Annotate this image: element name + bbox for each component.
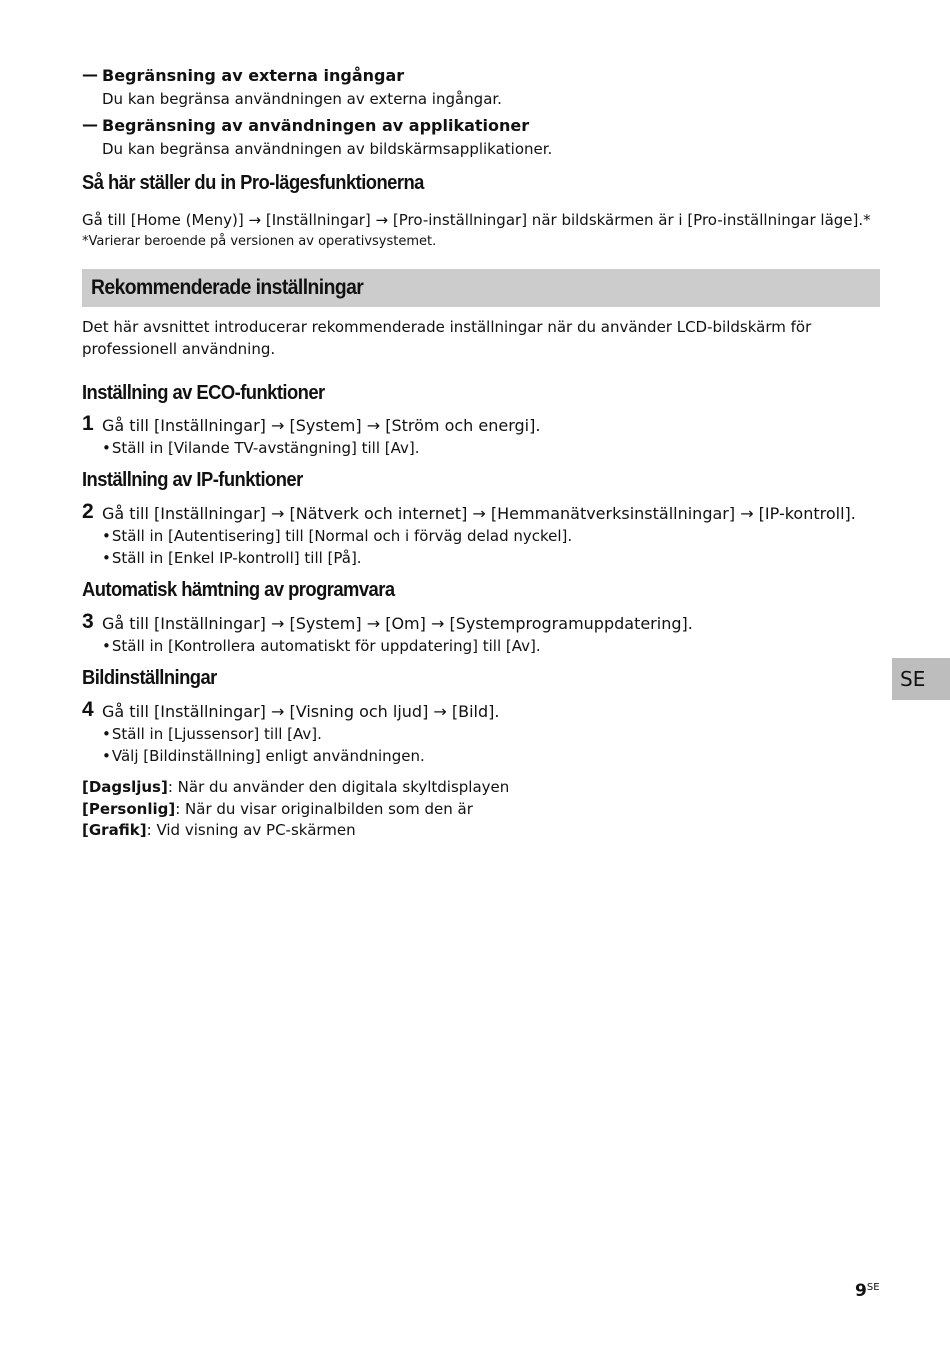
dash-marker: — [82,65,98,84]
mode-name: [Personlig] [82,799,176,818]
recommended-title: Rekommenderade inställningar [91,276,364,299]
restriction-desc: Du kan begränsa användningen av externa ingångar. [102,90,502,108]
recommended-intro: Det här avsnittet introducerar rekommenderade inställningar när du använder LCD-bildskärm för professionell användning. [82,318,812,358]
step-number: 2 [82,500,94,523]
step-number: 3 [82,610,94,633]
page-number-suffix: SE [866,1282,880,1293]
mode-item [82,820,880,842]
step-instruction: Gå till [Inställningar] → [Nätverk och internet] → [Hemmanätverksinställningar] → [IP-kontroll]. [102,504,856,523]
restriction-desc: Du kan begränsa användningen av bildskärmsapplikationer. [102,140,553,158]
dash-marker: — [82,115,98,134]
restriction-term: Begränsning av externa ingångar [102,66,405,85]
step-bullets [102,723,880,767]
bullet-item: • Välj [Bildinställning] enligt användningen. [102,745,880,767]
language-tab: SE [892,658,950,700]
eco-heading: Inställning av ECO-funktioner [82,382,325,404]
recommended-banner [82,269,880,307]
bullet-item: • Ställ in [Enkel IP-kontroll] till [På]. [102,547,880,569]
mode-desc: : När du använder den digitala skyltdisplayen [167,778,510,796]
step-bullets [102,525,880,569]
restriction-item-external-inputs [82,64,880,110]
step-instruction: Gå till [Inställningar] → [System] → [Ström och energi]. [102,416,541,435]
mode-desc: : När du visar originalbilden som den är [175,799,473,818]
step-1 [82,414,880,459]
ip-heading: Inställning av IP-funktioner [82,469,303,491]
page-number-value: 9 [855,1281,867,1301]
mode-name: [Dagsljus] [82,778,168,796]
pro-mode-text: Gå till [Home (Meny)] → [Inställningar] → [Pro-inställningar] när bildskärmen är i [Pro-inställningar läge].* [82,211,871,229]
restriction-list [82,64,880,160]
software-heading: Automatisk hämtning av programvara [82,579,395,601]
mode-desc: : Vid visning av PC-skärmen [146,821,356,839]
mode-name: [Grafik] [82,821,147,839]
picture-heading: Bildinställningar [82,667,217,689]
step-number: 4 [82,698,94,721]
step-bullets [102,635,880,657]
mode-item [82,799,880,821]
bullet-item: • Ställ in [Kontrollera automatiskt för uppdatering] till [Av]. [102,635,880,657]
pro-mode-heading: Så här ställer du in Pro-lägesfunktionerna [82,172,424,194]
bullet-item: • Ställ in [Autentisering] till [Normal och i förväg delad nyckel]. [102,525,880,547]
bullet-item: • Ställ in [Ljussensor] till [Av]. [102,723,880,745]
mode-item [82,777,880,799]
step-bullets [102,437,880,459]
pro-mode-note: *Varierar beroende på versionen av operativsystemet. [82,234,437,249]
picture-mode-list [82,777,880,842]
manual-page [82,64,880,842]
page-number [855,1281,880,1301]
bullet-item: • Ställ in [Vilande TV-avstängning] till [Av]. [102,437,880,459]
step-number: 1 [82,412,94,435]
restriction-item-applications [82,114,880,160]
step-3 [82,612,880,657]
step-4 [82,700,880,767]
step-instruction: Gå till [Inställningar] → [Visning och ljud] → [Bild]. [102,702,500,721]
step-instruction: Gå till [Inställningar] → [System] → [Om] → [Systemprogramuppdatering]. [102,614,693,633]
step-2 [82,502,880,569]
restriction-term: Begränsning av användningen av applikationer [102,116,530,135]
